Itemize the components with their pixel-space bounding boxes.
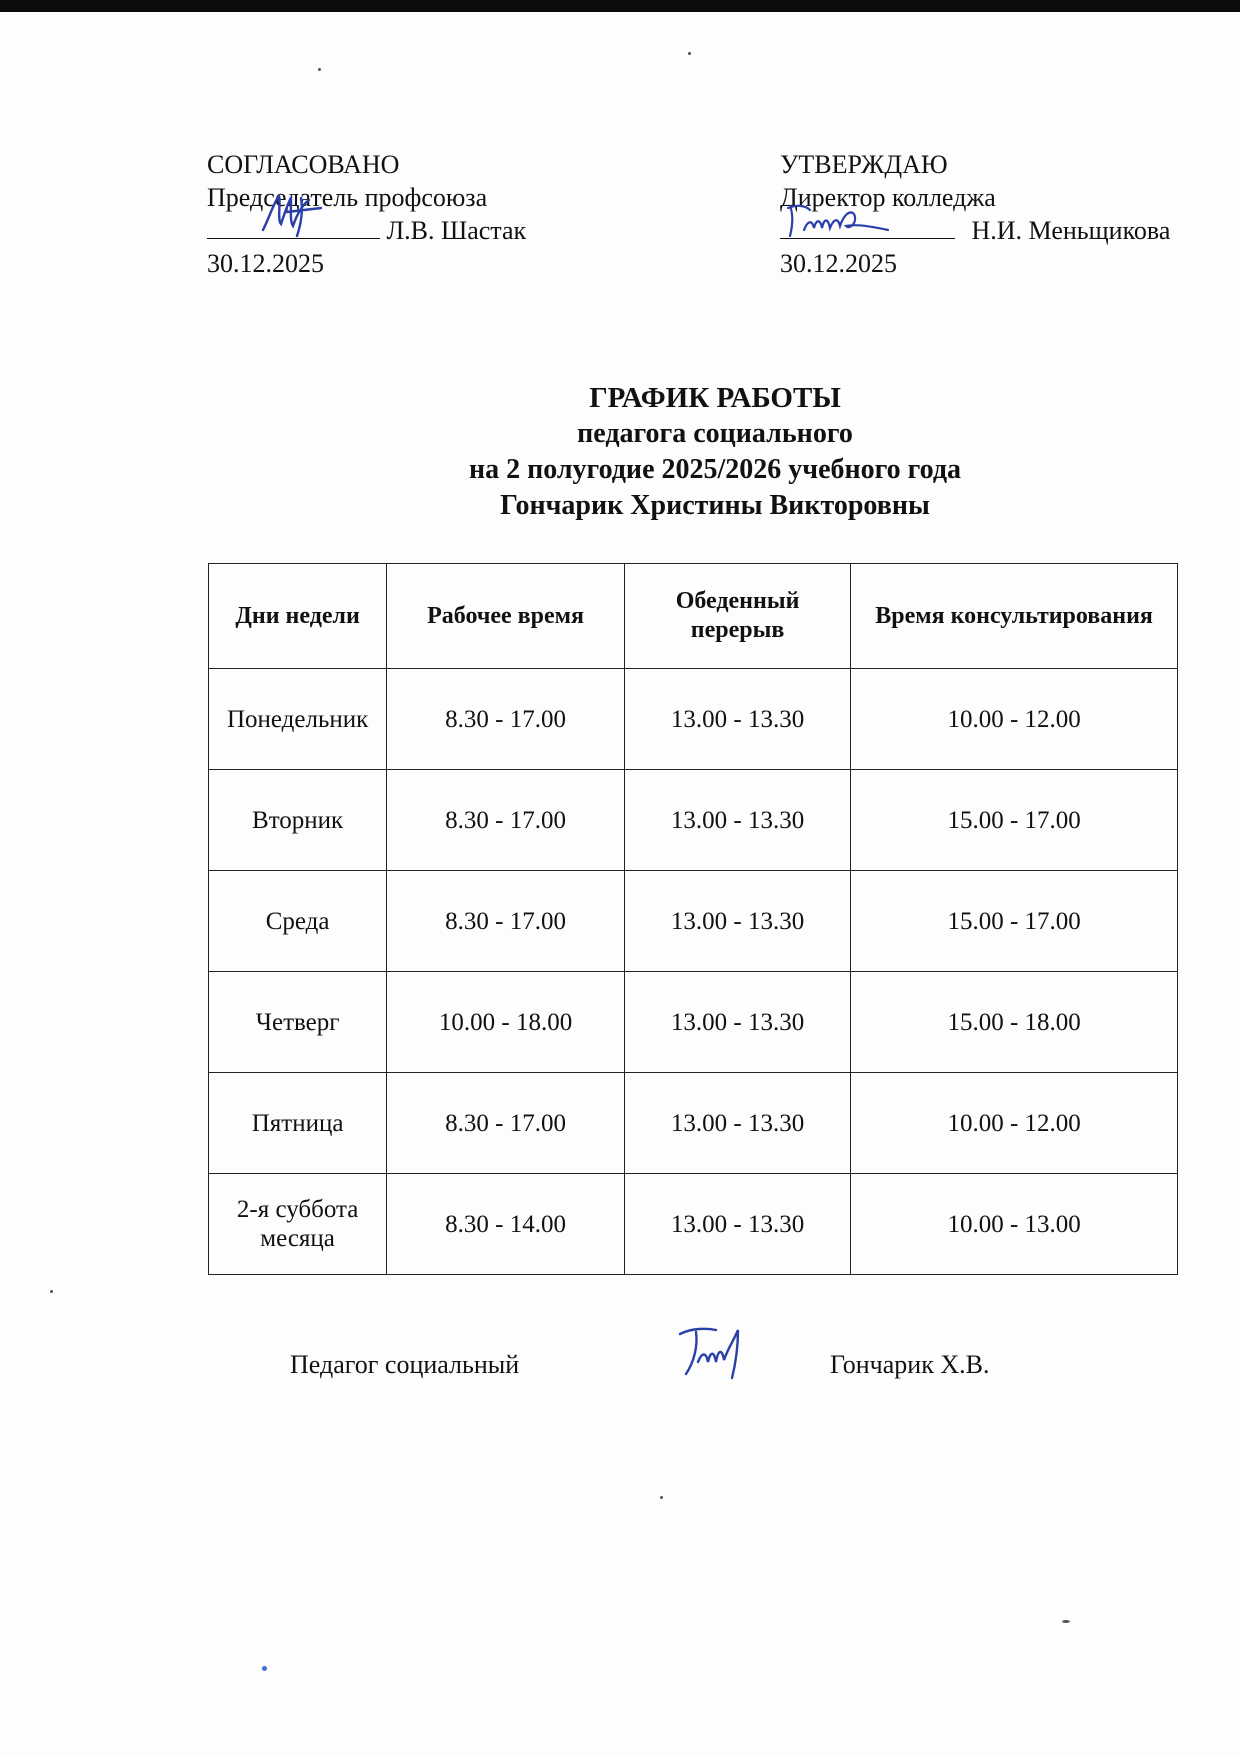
- table-cell-working-time: 8.30 - 14.00: [387, 1174, 625, 1275]
- column-header-days: Дни недели: [209, 564, 387, 669]
- approval-approved-position: Директор колледжа: [780, 183, 996, 212]
- table-row: [209, 669, 1178, 770]
- scan-speck: [1062, 1620, 1070, 1623]
- table-cell-day: Пятница: [209, 1073, 387, 1174]
- document-title: ГРАФИК РАБОТЫ: [589, 382, 841, 414]
- table-row: [209, 1073, 1178, 1174]
- table-cell-consultation: 15.00 - 17.00: [851, 770, 1178, 871]
- approval-agreed-block: [207, 148, 526, 280]
- table-cell-lunch-break: 13.00 - 13.30: [624, 871, 850, 972]
- table-cell-day: Четверг: [209, 972, 387, 1073]
- approval-agreed-heading: СОГЛАСОВАНО: [207, 150, 400, 179]
- scan-speck: [262, 1666, 267, 1671]
- table-cell-lunch-break: 13.00 - 13.30: [624, 1073, 850, 1174]
- table-cell-working-time: 8.30 - 17.00: [387, 669, 625, 770]
- approval-agreed-signature-line: [207, 214, 526, 247]
- table-cell-day: Понедельник: [209, 669, 387, 770]
- employee-name: Гончарик Х.В.: [830, 1350, 990, 1379]
- table-cell-lunch-break: 13.00 - 13.30: [624, 972, 850, 1073]
- approval-agreed-date: 30.12.2025: [207, 249, 324, 278]
- table-cell-working-time: 8.30 - 17.00: [387, 1073, 625, 1174]
- column-header-lunch-break: Обеденный перерыв: [624, 564, 850, 669]
- table-cell-lunch-break: 13.00 - 13.30: [624, 669, 850, 770]
- scan-speck: [688, 52, 691, 55]
- document-title-block: [0, 380, 1240, 524]
- table-cell-lunch-break: 13.00 - 13.30: [624, 770, 850, 871]
- signature-underline: [207, 214, 380, 239]
- table-cell-consultation: 10.00 - 12.00: [851, 669, 1178, 770]
- column-header-consultation-time: Время консультирования: [851, 564, 1178, 669]
- table-cell-consultation: 10.00 - 13.00: [851, 1174, 1178, 1275]
- document-subtitle-employee: Гончарик Христины Викторовны: [500, 490, 930, 521]
- table-row: [209, 871, 1178, 972]
- scan-speck: [318, 68, 321, 71]
- table-cell-working-time: 8.30 - 17.00: [387, 871, 625, 972]
- table-cell-day: Среда: [209, 871, 387, 972]
- handwritten-signature-employee: [672, 1322, 762, 1382]
- scan-speck: [50, 1290, 53, 1293]
- approval-approved-signature-line: [780, 214, 1170, 247]
- approval-approved-block: [780, 148, 1170, 280]
- employee-role: Педагог социальный: [290, 1350, 520, 1379]
- scan-speck: [660, 1496, 663, 1499]
- document-subtitle-period: на 2 полугодие 2025/2026 учебного года: [468, 454, 962, 485]
- approval-agreed-name: Л.В. Шастак: [386, 216, 527, 245]
- table-row: [209, 770, 1178, 871]
- approval-approved-name: Н.И. Меньщикова: [971, 216, 1171, 245]
- table-cell-day: 2-я суббота месяца: [209, 1174, 387, 1275]
- approval-agreed-position: Председатель профсоюза: [207, 183, 488, 212]
- table-cell-lunch-break: 13.00 - 13.30: [624, 1174, 850, 1275]
- table-cell-working-time: 10.00 - 18.00: [387, 972, 625, 1073]
- signature-underline: [780, 214, 955, 239]
- table-row: [209, 1174, 1178, 1275]
- table-header-row: [209, 564, 1178, 669]
- table-cell-day: Вторник: [209, 770, 387, 871]
- approval-approved-date: 30.12.2025: [780, 249, 897, 278]
- table-cell-consultation: 15.00 - 17.00: [851, 871, 1178, 972]
- approval-approved-heading: УТВЕРЖДАЮ: [780, 150, 948, 179]
- table-cell-consultation: 15.00 - 18.00: [851, 972, 1178, 1073]
- table-row: [209, 972, 1178, 1073]
- document-subtitle-position: педагога социального: [577, 418, 853, 449]
- table-cell-consultation: 10.00 - 12.00: [851, 1073, 1178, 1174]
- work-schedule-table: [208, 563, 1178, 1275]
- column-header-working-time: Рабочее время: [387, 564, 625, 669]
- table-cell-working-time: 8.30 - 17.00: [387, 770, 625, 871]
